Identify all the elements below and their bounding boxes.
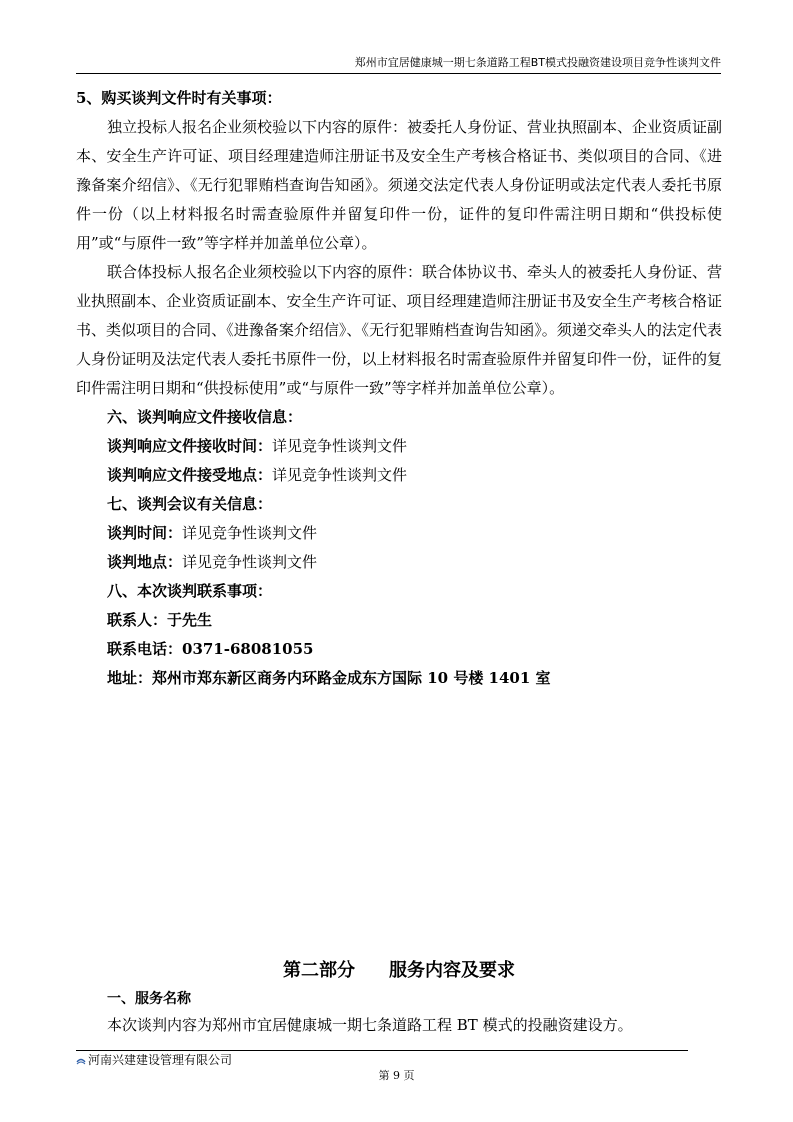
section-5-heading: 5、购买谈判文件时有关事项： (76, 89, 282, 107)
value: 详见竞争性谈判文件 (272, 466, 408, 484)
section-8-heading: 八、本次谈判联系事项： (107, 582, 273, 600)
label: 谈判时间： (107, 524, 183, 542)
page-number: 第 9 页 (378, 1069, 415, 1082)
section-6-time-row (76, 432, 722, 461)
service-name-heading: 一、服务名称 (107, 991, 191, 1007)
page-body (76, 84, 722, 693)
section-5-paragraph-1: 独立投标人报名企业须校验以下内容的原件：被委托人身份证、营业执照副本、企业资质证副本、安全生产许可证、项目经理建造师注册证书及安全生产考核合格证书、类似项目的合同、《进豫备案介绍信》、《无行犯罪贿档查询告知函》。须递交法定代表人身份证明或法定代表人委托书原件一份（以上材料报名时需查验原件并留复印件一份，证件的复印件需注明日期和“供投标使用”或“与原件一致”等字样并加盖单位公章）。 (76, 118, 723, 252)
value: 详见竞争性谈判文件 (182, 553, 318, 571)
page-header (76, 55, 721, 74)
contact-phone: 联系电话：0371-68081055 (107, 640, 314, 658)
section-7-time-row (76, 519, 722, 548)
company-logo-icon (76, 1055, 86, 1065)
part-2-title-text: 服务内容及要求 (389, 960, 515, 981)
footer-company-name: 河南兴建建设管理有限公司 (88, 1053, 233, 1067)
section-7-heading: 七、谈判会议有关信息： (107, 495, 273, 513)
contact-person: 联系人：于先生 (107, 611, 213, 629)
value: 详见竞争性谈判文件 (182, 524, 318, 542)
label: 谈判响应文件接收时间： (107, 437, 273, 455)
header-title: 郑州市宜居健康城一期七条道路工程BT模式投融资建设项目竞争性谈判文件 (354, 56, 721, 69)
part-2-title-number: 第二部分 (283, 960, 355, 981)
contact-address: 地址：郑州市郑东新区商务内环路金成东方国际 10 号楼 1401 室 (107, 669, 551, 687)
label: 谈判地点： (107, 553, 183, 571)
service-name-text: 本次谈判内容为郑州市宜居健康城一期七条道路工程 BT 模式的投融资建设方。 (107, 1016, 633, 1034)
section-5-paragraph-2: 联合体投标人报名企业须校验以下内容的原件：联合体协议书、牵头人的被委托人身份证、营业执照副本、企业资质证副本、安全生产许可证、项目经理建造师注册证书及安全生产考核合格证书、类似项目的合同、《进豫备案介绍信》、《无行犯罪贿档查询告知函》。须递交牵头人的法定代表人身份证明及法定代表人委托书原件一份，以上材料报名时需查验原件并留复印件一份，证件的复印件需注明日期和“供投标使用”或“与原件一致”等字样并加盖单位公章）。 (76, 263, 723, 397)
footer-company (76, 1052, 232, 1068)
label: 谈判响应文件接受地点： (107, 466, 273, 484)
value: 详见竞争性谈判文件 (272, 437, 408, 455)
section-6-heading: 六、谈判响应文件接收信息： (107, 408, 303, 426)
footer-divider (76, 1050, 688, 1051)
part-2 (76, 956, 722, 1039)
section-6-place-row (76, 461, 722, 490)
part-2-title (76, 956, 722, 986)
section-7-place-row (76, 548, 722, 577)
